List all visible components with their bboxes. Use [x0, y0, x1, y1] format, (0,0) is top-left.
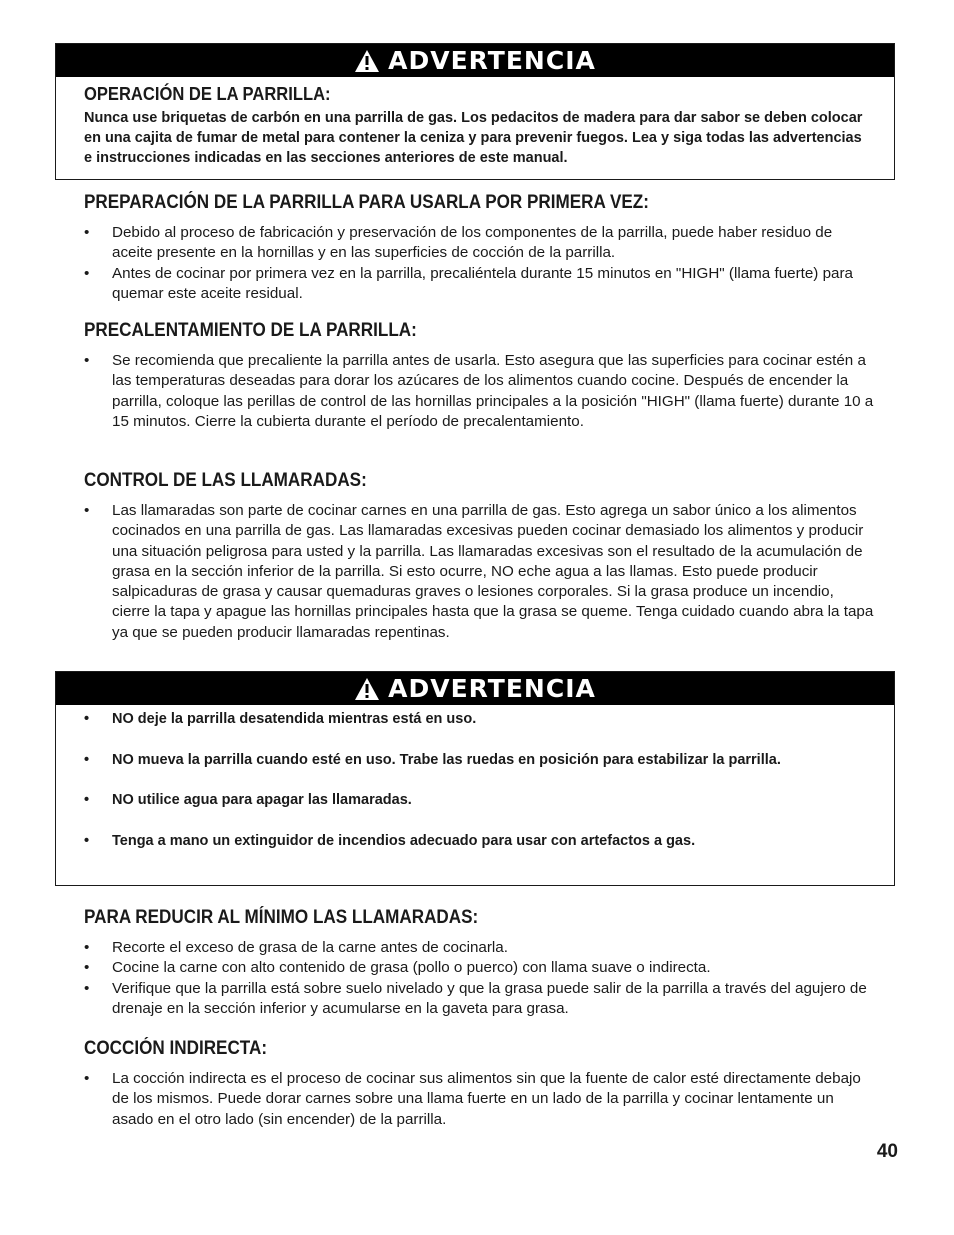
section-heading: PRECALENTAMIENTO DE LA PARRILLA: — [84, 320, 417, 341]
warning-title: ADVERTENCIA — [388, 46, 596, 75]
warning-list-item: • NO utilice agua para apagar las llamaradas. — [84, 790, 866, 811]
warning-list-item: • NO deje la parrilla desatendida mientras está en uso. — [84, 709, 866, 730]
warning-box-llamaradas — [55, 671, 895, 886]
list-item: • La cocción indirecta es el proceso de cocinar sus alimentos sin que la fuente de calor esté directamente debajo de los mismos. Puede dorar carnes sobre una llama fuerte en un lado de la parrilla y cocinar lentamente un asado en el otro lado (sin encender) de la parrilla. — [84, 1069, 874, 1130]
list-item: • Antes de cocinar por primera vez en la parrilla, precaliéntela durante 15 minutos en "HIGH" (llama fuerte) para quemar este aceite residual. — [84, 264, 874, 305]
warning-triangle-icon — [354, 49, 380, 73]
warning-list-item: • NO mueva la parrilla cuando esté en uso. Trabe las ruedas en posición para estabilizar la parrilla. — [84, 750, 866, 771]
list-item: • Debido al proceso de fabricación y preservación de los componentes de la parrilla, puede haber residuo de aceite presente en la hornillas y en las superficies de cocción de la parrilla. — [84, 223, 874, 264]
section-heading: PREPARACIÓN DE LA PARRILLA PARA USARLA POR PRIMERA VEZ: — [84, 192, 649, 213]
warning-header — [56, 672, 894, 705]
warning-text: Nunca use briquetas de carbón en una parrilla de gas. Los pedacitos de madera para dar sabor se deben colocar en una cajita de fumar de metal para contener la ceniza y para prevenir fuegos. Lea y siga todas las advertencias e instrucciones indicadas en las secciones anteriores de este manual. — [84, 110, 863, 166]
warning-triangle-icon — [354, 677, 380, 701]
section-heading: PARA REDUCIR AL MÍNIMO LAS LLAMARADAS: — [84, 907, 479, 928]
warning-title: ADVERTENCIA — [388, 674, 596, 703]
warning-header — [56, 44, 894, 77]
list-item: • Las llamaradas son parte de cocinar carnes en una parrilla de gas. Esto agrega un sabor único a los alimentos cocinados en una parrilla de gas. Las llamaradas excesivas pueden cocinar demasiado los alimentos y producir una situación peligrosa para usted y la parrilla. Las llamaradas excesivas son el resultado de la acumulación de grasa en la sección inferior de la parrilla. Si esto ocurre, NO eche agua a las llamas. Esto puede producir salpicaduras de grasa y causar quemaduras graves o lesiones corporales. Si la grasa produce un incendio, cierre la tapa y apague las hornillas principales hasta que la grasa se queme. Tenga cuidado cuando abra la tapa ya que se pueden producir llamaradas repentinas. — [84, 501, 874, 643]
list-item: • Cocine la carne con alto contenido de grasa (pollo o puerco) con llama suave o indirecta. — [84, 958, 874, 978]
warning-subtitle: OPERACIÓN DE LA PARRILLA: — [84, 84, 331, 104]
list-item: • Se recomienda que precaliente la parrilla antes de usarla. Esto asegura que las superficies para cocinar estén a las temperaturas deseadas para dorar los azúcares de los alimentos cuando cocine. Después de encender la parrilla, coloque las perillas de control de las hornillas principales a la posición "HIGH" (llama fuerte) durante 10 a 15 minutos. Cierre la cubierta durante el período de precalentamiento. — [84, 351, 874, 432]
list-item: • Recorte el exceso de grasa de la carne antes de cocinarla. — [84, 938, 874, 958]
section-reducir — [84, 907, 874, 1019]
page-number: 40 — [876, 1141, 898, 1162]
section-heading: CONTROL DE LAS LLAMARADAS: — [84, 470, 367, 491]
section-precalentamiento — [84, 320, 874, 432]
warning-box-operacion — [55, 43, 895, 180]
list-item: • Verifique que la parrilla está sobre suelo nivelado y que la grasa puede salir de la parrilla a través del agujero de drenaje en la sección inferior y acumularse en la gaveta para grasa. — [84, 979, 874, 1020]
section-control — [84, 470, 874, 643]
section-heading: COCCIÓN INDIRECTA: — [84, 1038, 268, 1059]
warning-list-item: • Tenga a mano un extinguidor de incendios adecuado para usar con artefactos a gas. — [84, 831, 866, 852]
section-indirecta — [84, 1038, 874, 1130]
section-preparacion — [84, 192, 874, 304]
